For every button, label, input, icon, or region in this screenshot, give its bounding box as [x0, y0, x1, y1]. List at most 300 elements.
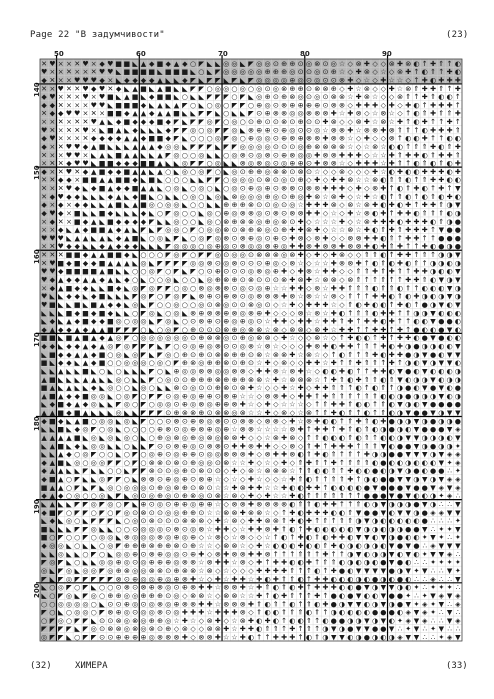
svg-text:○: ○ [66, 491, 72, 500]
svg-text:⊕: ⊕ [182, 483, 188, 492]
svg-text:◑: ◑ [397, 416, 403, 425]
svg-text:◣: ◣ [66, 499, 72, 508]
svg-text:✚: ✚ [215, 616, 221, 625]
svg-text:☆: ☆ [206, 591, 212, 600]
svg-text:◤: ◤ [75, 475, 81, 484]
svg-text:⊗: ⊗ [198, 466, 204, 475]
svg-text:⊗: ⊗ [405, 59, 411, 68]
svg-text:⊗: ⊗ [347, 233, 353, 242]
svg-text:⇑: ⇑ [414, 142, 420, 151]
svg-text:♥: ♥ [49, 267, 55, 276]
svg-text:⊙: ⊙ [289, 217, 295, 226]
svg-text:▼: ▼ [447, 283, 453, 292]
svg-text:⊗: ⊗ [240, 608, 246, 617]
svg-text:☆: ☆ [314, 350, 320, 359]
svg-text:◐: ◐ [430, 242, 436, 251]
svg-text:◆: ◆ [116, 159, 122, 168]
svg-text:☆: ☆ [248, 574, 254, 583]
svg-text:✚: ✚ [339, 366, 345, 375]
svg-text:◣: ◣ [91, 475, 97, 484]
svg-text:◐: ◐ [397, 200, 403, 209]
svg-text:◆: ◆ [66, 358, 72, 367]
svg-text:■: ■ [57, 425, 64, 434]
svg-text:⊙: ⊙ [215, 325, 221, 334]
svg-text:↑: ↑ [347, 308, 353, 317]
svg-text:◣: ◣ [91, 159, 97, 168]
svg-text:◣: ◣ [207, 192, 213, 201]
svg-text:✚: ✚ [389, 225, 395, 234]
svg-text:⊕: ⊕ [231, 275, 237, 284]
svg-text:☆: ☆ [223, 566, 229, 575]
svg-text:■: ■ [82, 333, 89, 342]
svg-text:⊗: ⊗ [339, 142, 345, 151]
svg-text:⇑: ⇑ [397, 225, 403, 234]
svg-text:▼: ▼ [405, 633, 411, 642]
svg-text:⊙: ⊙ [231, 225, 237, 234]
svg-text:◐: ◐ [355, 300, 361, 309]
svg-text:◑: ◑ [339, 624, 345, 633]
svg-text:◎: ◎ [173, 217, 179, 226]
svg-text:▲: ▲ [91, 325, 97, 334]
svg-text:◎: ◎ [149, 608, 155, 617]
svg-text:⊗: ⊗ [248, 308, 254, 317]
svg-text:◤: ◤ [83, 633, 89, 642]
svg-text:◣: ◣ [174, 192, 180, 201]
svg-text:⊗: ⊗ [380, 117, 386, 126]
svg-text:◐: ◐ [289, 616, 295, 625]
svg-text:♥: ♥ [99, 92, 105, 101]
svg-text:⊗: ⊗ [265, 242, 271, 251]
svg-text:◑: ◑ [438, 441, 444, 450]
svg-text:●: ● [372, 574, 378, 583]
svg-text:◆: ◆ [58, 175, 64, 184]
svg-text:◣: ◣ [99, 283, 105, 292]
svg-text:▲: ▲ [124, 134, 130, 143]
svg-text:⊗: ⊗ [231, 508, 237, 517]
svg-text:⊕: ⊕ [157, 483, 163, 492]
svg-text:⊙: ⊙ [248, 150, 254, 159]
svg-text:▼: ▼ [414, 425, 420, 434]
svg-text:⇑: ⇑ [314, 475, 320, 484]
svg-text:⊗: ⊗ [339, 100, 345, 109]
svg-text:✚: ✚ [289, 491, 295, 500]
svg-text:☆: ☆ [206, 508, 212, 517]
svg-text:◐: ◐ [446, 134, 452, 143]
svg-text:○: ○ [149, 275, 155, 284]
svg-text:◆: ◆ [58, 491, 64, 500]
svg-text:◇: ◇ [223, 533, 229, 542]
svg-text:▲: ▲ [58, 466, 64, 475]
svg-text:◐: ◐ [380, 175, 386, 184]
svg-text:○: ○ [91, 416, 97, 425]
svg-text:◇: ◇ [248, 558, 254, 567]
svg-text:◣: ◣ [182, 109, 188, 118]
svg-text:◣: ◣ [66, 466, 72, 475]
svg-text:◤: ◤ [91, 549, 97, 558]
svg-text:◐: ◐ [298, 616, 304, 625]
svg-text:◤: ◤ [166, 283, 172, 292]
svg-text:▲: ▲ [50, 441, 56, 450]
svg-text:◣: ◣ [149, 100, 155, 109]
svg-text:◐: ◐ [389, 342, 395, 351]
svg-text:◆: ◆ [166, 117, 172, 126]
svg-text:◑: ◑ [405, 358, 411, 367]
svg-text:⇑: ⇑ [256, 608, 262, 617]
svg-text:↑: ↑ [397, 134, 403, 143]
svg-text:◎: ◎ [173, 200, 179, 209]
svg-text:○: ○ [116, 366, 122, 375]
svg-text:◤: ◤ [83, 499, 89, 508]
svg-text:◎: ◎ [173, 208, 179, 217]
svg-text:◤: ◤ [83, 591, 89, 600]
svg-text:✚: ✚ [265, 400, 271, 409]
svg-text:☆: ☆ [364, 75, 370, 84]
svg-text:▼: ▼ [439, 450, 445, 459]
svg-text:⇑: ⇑ [298, 549, 304, 558]
svg-text:⇑: ⇑ [364, 441, 370, 450]
svg-text:◣: ◣ [149, 317, 155, 326]
svg-text:∴: ∴ [431, 633, 436, 642]
svg-text:▼: ▼ [356, 591, 362, 600]
svg-text:⊙: ⊙ [281, 200, 287, 209]
svg-text:◎: ◎ [207, 416, 213, 425]
svg-text:×: × [49, 150, 55, 159]
svg-text:☆: ☆ [256, 358, 262, 367]
svg-text:◣: ◣ [166, 233, 172, 242]
svg-text:◤: ◤ [58, 591, 64, 600]
svg-text:⊙: ⊙ [306, 75, 312, 84]
svg-text:⇑: ⇑ [364, 391, 370, 400]
svg-text:◆: ◆ [141, 117, 147, 126]
svg-text:◤: ◤ [99, 516, 105, 525]
svg-text:◆: ◆ [41, 75, 47, 84]
svg-text:◤: ◤ [83, 524, 89, 533]
svg-text:◎: ◎ [149, 533, 155, 542]
svg-text:✚: ✚ [289, 350, 295, 359]
svg-text:✚: ✚ [314, 208, 320, 217]
svg-text:✚: ✚ [380, 292, 386, 301]
svg-text:■: ■ [99, 184, 106, 193]
svg-text:☆: ☆ [297, 258, 303, 267]
svg-text:◇: ◇ [273, 400, 279, 409]
svg-text:☆: ☆ [256, 425, 262, 434]
svg-text:◎: ◎ [190, 524, 196, 533]
svg-text:◐: ◐ [380, 516, 386, 525]
svg-text:◇: ◇ [257, 433, 263, 442]
svg-text:▼: ▼ [348, 599, 354, 608]
svg-text:✚: ✚ [405, 150, 411, 159]
svg-text:↑: ↑ [356, 350, 362, 359]
svg-text:◐: ◐ [430, 366, 436, 375]
svg-text:◎: ◎ [264, 100, 270, 109]
svg-text:✚: ✚ [380, 342, 386, 351]
svg-text:↑: ↑ [414, 200, 420, 209]
svg-text:◣: ◣ [58, 499, 64, 508]
svg-text:✚: ✚ [422, 267, 428, 276]
svg-text:●: ● [397, 491, 403, 500]
svg-text:◣: ◣ [132, 59, 138, 68]
svg-text:✚: ✚ [223, 608, 229, 617]
svg-text:✚: ✚ [331, 533, 337, 542]
svg-text:◆: ◆ [58, 208, 64, 217]
svg-text:◣: ◣ [58, 333, 64, 342]
svg-text:▲: ▲ [108, 200, 114, 209]
svg-text:✚: ✚ [438, 175, 444, 184]
svg-text:⊗: ⊗ [223, 358, 229, 367]
svg-text:○: ○ [91, 533, 97, 542]
svg-text:◣: ◣ [108, 366, 114, 375]
svg-text:◐: ◐ [322, 366, 328, 375]
svg-text:✚: ✚ [306, 275, 312, 284]
svg-text:◑: ◑ [455, 283, 461, 292]
svg-text:◣: ◣ [141, 92, 147, 101]
svg-text:◎: ◎ [182, 242, 188, 251]
svg-text:◤: ◤ [157, 350, 163, 359]
svg-text:⇑: ⇑ [438, 59, 444, 68]
svg-text:◐: ◐ [264, 599, 270, 608]
svg-text:⊗: ⊗ [240, 242, 246, 251]
svg-text:⊗: ⊗ [322, 159, 328, 168]
svg-text:⊗: ⊗ [231, 499, 237, 508]
svg-text:✕: ✕ [91, 109, 97, 118]
svg-text:✚: ✚ [389, 350, 395, 359]
svg-text:■: ■ [49, 375, 56, 384]
svg-text:⊙: ⊙ [231, 342, 237, 351]
svg-text:☆: ☆ [240, 541, 246, 550]
svg-text:⇑: ⇑ [289, 566, 295, 575]
svg-text:◆: ◆ [75, 292, 81, 301]
svg-text:◣: ◣ [91, 408, 97, 417]
svg-text:●: ● [372, 466, 378, 475]
svg-text:⊗: ⊗ [331, 117, 337, 126]
svg-text:◐: ◐ [331, 508, 337, 517]
svg-text:✚: ✚ [298, 391, 304, 400]
svg-text:↑: ↑ [364, 383, 370, 392]
svg-text:◣: ◣ [190, 92, 196, 101]
svg-text:◑: ◑ [430, 433, 436, 442]
svg-text:○: ○ [82, 549, 88, 558]
svg-text:✚: ✚ [306, 358, 312, 367]
svg-text:⊗: ⊗ [223, 275, 229, 284]
svg-text:⇑: ⇑ [306, 616, 312, 625]
svg-text:☆: ☆ [264, 533, 270, 542]
svg-text:◣: ◣ [199, 75, 205, 84]
svg-text:⇑: ⇑ [430, 67, 436, 76]
svg-text:○: ○ [132, 275, 138, 284]
svg-text:⊗: ⊗ [223, 433, 229, 442]
svg-text:◆: ◆ [149, 59, 155, 68]
svg-text:◤: ◤ [232, 142, 238, 151]
svg-text:◣: ◣ [141, 242, 147, 251]
svg-text:◎: ◎ [124, 558, 130, 567]
svg-text:◑: ◑ [446, 200, 452, 209]
svg-text:◇: ◇ [372, 84, 378, 93]
svg-text:∴: ∴ [398, 624, 403, 633]
svg-text:◐: ◐ [339, 508, 345, 517]
svg-text:●: ● [389, 608, 395, 617]
svg-text:◤: ◤ [41, 624, 47, 633]
svg-text:◎: ◎ [298, 192, 304, 201]
svg-text:◣: ◣ [50, 358, 56, 367]
svg-text:⊕: ⊕ [207, 375, 213, 384]
svg-text:◑: ◑ [438, 433, 444, 442]
svg-text:✕: ✕ [49, 242, 55, 251]
svg-text:◎: ◎ [91, 624, 97, 633]
svg-text:◎: ◎ [82, 599, 88, 608]
svg-text:✚: ✚ [322, 549, 328, 558]
svg-text:◑: ◑ [430, 267, 436, 276]
svg-text:⇑: ⇑ [364, 308, 370, 317]
svg-text:◆: ◆ [66, 325, 72, 334]
svg-text:✚: ✚ [265, 441, 271, 450]
svg-text:◑: ◑ [438, 408, 444, 417]
svg-text:○: ○ [231, 84, 237, 93]
svg-text:▼: ▼ [447, 292, 453, 301]
svg-text:✚: ✚ [231, 608, 237, 617]
svg-text:⇑: ⇑ [438, 109, 444, 118]
svg-text:⊗: ⊗ [265, 175, 271, 184]
svg-text:◎: ◎ [165, 350, 171, 359]
svg-text:◤: ◤ [116, 325, 122, 334]
svg-text:▲: ▲ [83, 350, 89, 359]
header-title: "В задумчивости" [75, 30, 165, 40]
svg-text:◐: ◐ [355, 558, 361, 567]
svg-text:◤: ◤ [223, 142, 229, 151]
svg-text:⊗: ⊗ [331, 142, 337, 151]
svg-text:↑: ↑ [356, 391, 362, 400]
svg-text:⊗: ⊗ [240, 549, 246, 558]
svg-text:◎: ◎ [157, 400, 163, 409]
svg-text:☆: ☆ [206, 541, 212, 550]
svg-text:●: ● [413, 524, 419, 533]
svg-text:♥: ♥ [74, 109, 80, 118]
svg-text:◆: ◆ [108, 192, 114, 201]
svg-text:◇: ◇ [356, 167, 362, 176]
svg-text:◎: ◎ [231, 150, 237, 159]
svg-text:▲: ▲ [83, 375, 89, 384]
svg-text:◎: ◎ [149, 267, 155, 276]
svg-text:◑: ◑ [397, 433, 403, 442]
svg-text:⊗: ⊗ [289, 441, 295, 450]
svg-text:◎: ◎ [173, 308, 179, 317]
svg-text:◐: ◐ [372, 475, 378, 484]
svg-text:◇: ◇ [223, 475, 229, 484]
svg-text:⊙: ⊙ [149, 499, 155, 508]
svg-text:⊗: ⊗ [397, 92, 403, 101]
svg-text:◎: ◎ [140, 258, 146, 267]
svg-text:⊗: ⊗ [339, 167, 345, 176]
svg-text:▼: ▼ [381, 591, 387, 600]
svg-text:∴: ∴ [423, 583, 428, 592]
svg-text:●: ● [397, 450, 403, 459]
svg-text:○: ○ [173, 283, 179, 292]
svg-text:◣: ◣ [66, 458, 72, 467]
svg-text:◇: ◇ [339, 275, 345, 284]
svg-text:◣: ◣ [108, 150, 114, 159]
svg-text:◎: ◎ [248, 292, 254, 301]
svg-text:✕: ✕ [66, 84, 72, 93]
svg-text:○: ○ [91, 491, 97, 500]
svg-text:✦: ✦ [430, 583, 436, 592]
svg-text:◤: ◤ [99, 574, 105, 583]
svg-text:◆: ◆ [132, 242, 138, 251]
svg-text:◐: ◐ [339, 608, 345, 617]
svg-text:⊗: ⊗ [281, 350, 287, 359]
svg-text:◤: ◤ [215, 92, 221, 101]
svg-text:✚: ✚ [281, 591, 287, 600]
svg-text:⊗: ⊗ [223, 591, 229, 600]
svg-text:◎: ◎ [273, 75, 279, 84]
svg-text:○: ○ [182, 317, 188, 326]
svg-text:⊕: ⊕ [248, 225, 254, 234]
svg-text:◎: ◎ [107, 433, 113, 442]
svg-text:◣: ◣ [174, 275, 180, 284]
svg-text:●: ● [339, 616, 345, 625]
svg-text:✚: ✚ [430, 175, 436, 184]
svg-text:⊕: ⊕ [174, 366, 180, 375]
svg-text:☆: ☆ [198, 574, 204, 583]
svg-text:✦: ✦ [438, 558, 444, 567]
svg-text:◐: ◐ [405, 300, 411, 309]
svg-text:▲: ▲ [50, 483, 56, 492]
svg-text:◤: ◤ [108, 516, 114, 525]
svg-text:◇: ◇ [223, 616, 229, 625]
svg-text:◤: ◤ [108, 458, 114, 467]
svg-text:⊕: ⊕ [132, 633, 138, 642]
svg-text:◆: ◆ [83, 217, 89, 226]
svg-text:⊙: ⊙ [289, 117, 295, 126]
svg-text:◎: ◎ [248, 333, 254, 342]
svg-text:◤: ◤ [141, 350, 147, 359]
svg-text:◣: ◣ [240, 125, 246, 134]
svg-text:◆: ◆ [58, 225, 64, 234]
svg-text:↑: ↑ [356, 408, 362, 417]
svg-text:✚: ✚ [215, 574, 221, 583]
svg-text:⇑: ⇑ [347, 391, 353, 400]
svg-text:⊙: ⊙ [256, 175, 262, 184]
svg-text:⊗: ⊗ [322, 142, 328, 151]
svg-text:◤: ◤ [149, 300, 155, 309]
svg-text:∴: ∴ [414, 558, 419, 567]
svg-text:○: ○ [116, 391, 122, 400]
svg-text:▲: ▲ [50, 499, 56, 508]
svg-text:∴: ∴ [447, 466, 452, 475]
svg-text:↑: ↑ [314, 549, 320, 558]
svg-text:∴: ∴ [447, 516, 452, 525]
svg-text:⊙: ⊙ [207, 350, 213, 359]
svg-text:■: ■ [148, 67, 155, 76]
svg-text:☆: ☆ [355, 125, 361, 134]
svg-text:◤: ◤ [58, 633, 64, 642]
svg-text:◐: ◐ [339, 591, 345, 600]
svg-text:♥: ♥ [99, 84, 105, 93]
svg-text:⊗: ⊗ [289, 325, 295, 334]
svg-text:☆: ☆ [397, 75, 403, 84]
svg-text:⊗: ⊗ [322, 242, 328, 251]
svg-text:■: ■ [99, 225, 106, 234]
svg-text:◑: ◑ [347, 541, 353, 550]
svg-text:◣: ◣ [66, 375, 72, 384]
svg-text:⊙: ⊙ [140, 491, 146, 500]
svg-text:▼: ▼ [389, 558, 395, 567]
svg-text:✕: ✕ [41, 250, 47, 259]
svg-text:▲: ▲ [83, 342, 89, 351]
svg-text:✚: ✚ [256, 574, 262, 583]
svg-text:⊕: ⊕ [174, 574, 180, 583]
svg-text:☆: ☆ [322, 358, 328, 367]
svg-text:◣: ◣ [75, 549, 81, 558]
svg-text:⊗: ⊗ [289, 450, 295, 459]
